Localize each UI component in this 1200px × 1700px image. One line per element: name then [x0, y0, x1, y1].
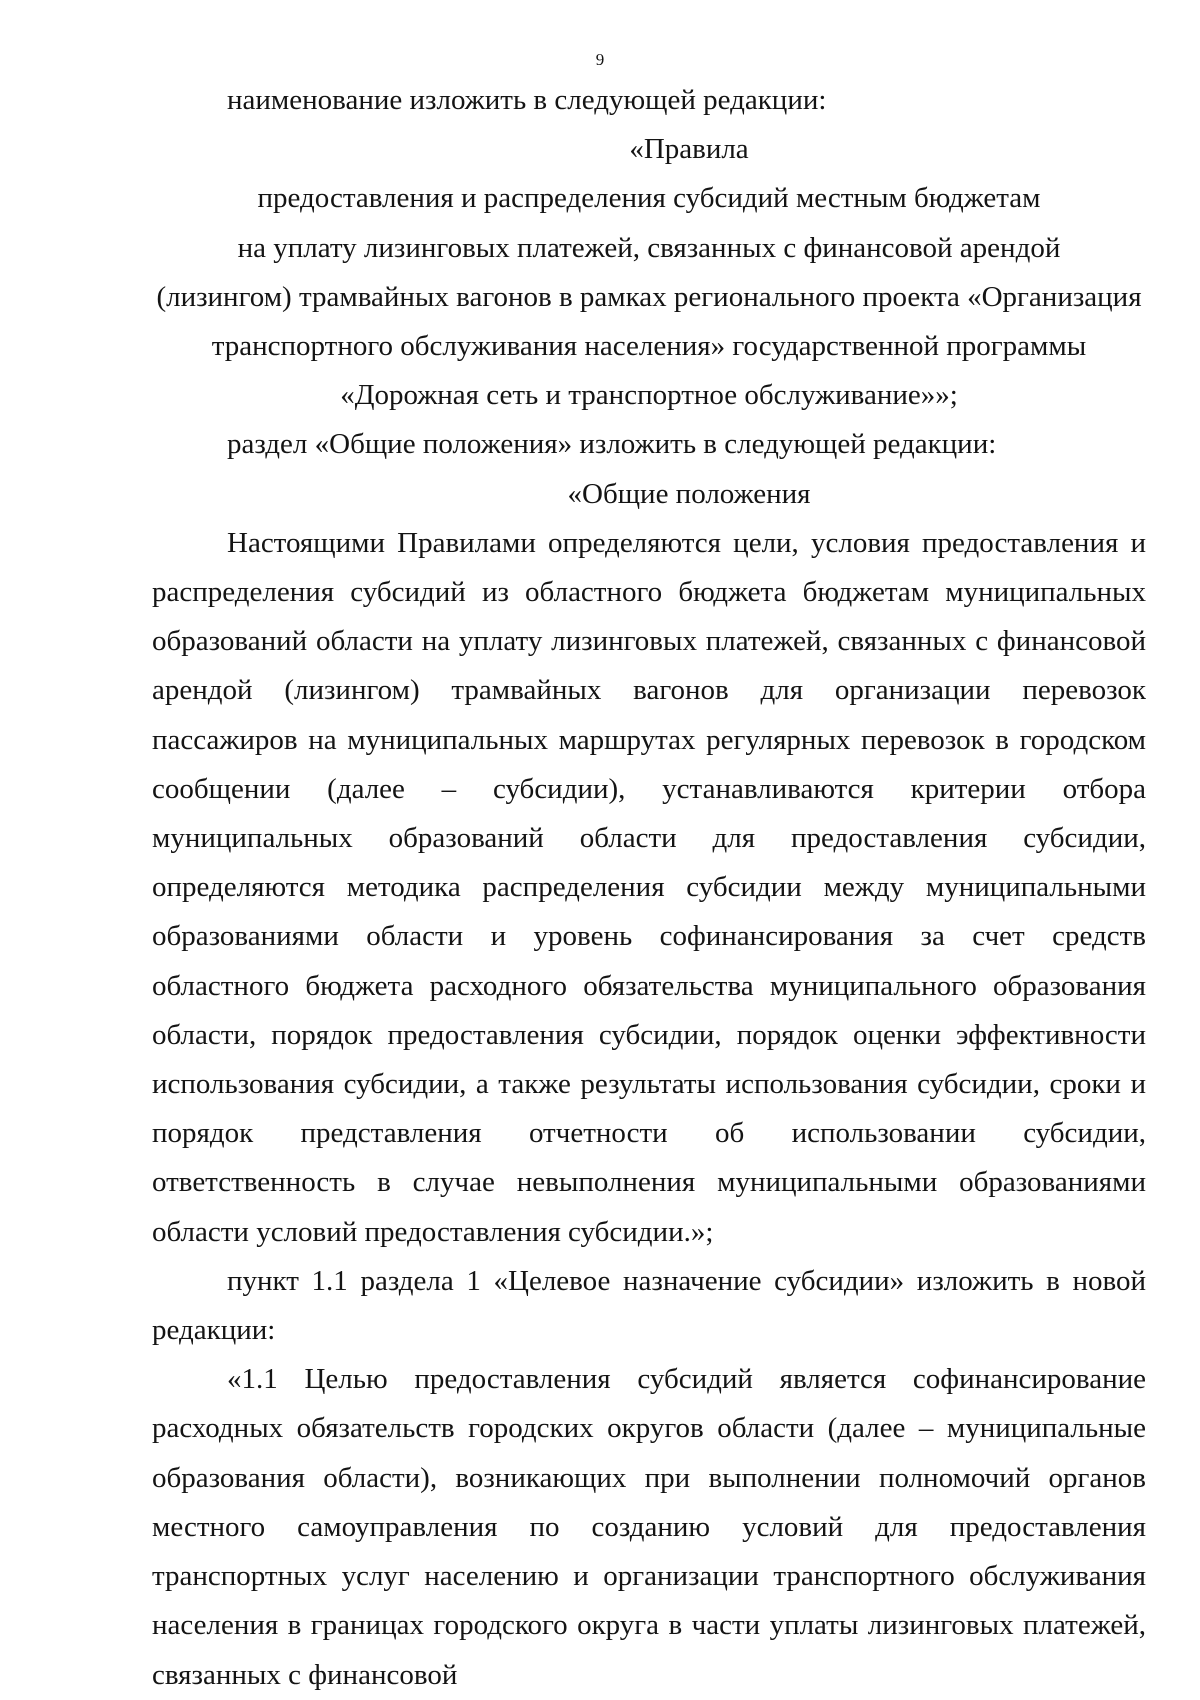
section-heading: «Общие положения — [567, 477, 811, 510]
rules-title — [152, 125, 1146, 420]
section-intro: раздел «Общие положения» изложить в следующей редакции: — [227, 428, 997, 461]
document-body — [152, 76, 1146, 1700]
title-line-4: (лизингом) трамвайных вагонов в рамках регионального проекта «Организация — [156, 280, 1142, 313]
title-line-5: транспортного обслуживания населения» государственной программы — [211, 330, 1087, 363]
title-line-1: «Правила — [629, 133, 749, 166]
title-line-3: на уплату лизинговых платежей, связанных с финансовой арендой — [237, 231, 1061, 264]
paragraph-general-provisions: Настоящими Правилами определяются цели, условия предоставления и распределения субсидий из областного бюджета бюджетам муниципальных образований области на уплату лизинговых платежей, связанных с финансовой арендой (лизингом) трамвайных вагонов для организации перевозок пассажиров на муниципальных маршрутах регулярных перевозок в городском сообщении (далее – субсидии), устанавливаются критерии отбора муниципальных образований области для предоставления субсидии, определяются методика распределения субсидии между муниципальными образованиями области и уровень софинансирования за счет средств областного бюджета расходного обязательства муниципального образования области, порядок предоставления субсидии, порядок оценки эффективности использования субсидии, а также результаты использования субсидии, сроки и порядок представления отчетности об использовании субсидии, ответственность в случае невыполнения муниципальными образованиями области условий предоставления субсидии.»; — [152, 526, 1146, 1248]
page-number: 9 — [595, 50, 605, 69]
paragraph-clause-intro: пункт 1.1 раздела 1 «Целевое назначение субсидии» изложить в новой редакции: — [152, 1264, 1146, 1347]
paragraph-clause-1-1: «1.1 Целью предоставления субсидий является софинансирование расходных обязательств городских округов области (далее – муниципальные образования области), возникающих при выполнении полномочий органов местного самоуправления по созданию условий для предоставления транспортных услуг населению и организации транспортного обслуживания населения в границах городского округа в части уплаты лизинговых платежей, связанных с финансовой — [152, 1363, 1146, 1691]
intro-line: наименование изложить в следующей редакции: — [227, 84, 827, 116]
title-line-6: «Дорожная сеть и транспортное обслуживание»»; — [340, 379, 958, 412]
title-line-2: предоставления и распределения субсидий местным бюджетам — [257, 182, 1041, 215]
